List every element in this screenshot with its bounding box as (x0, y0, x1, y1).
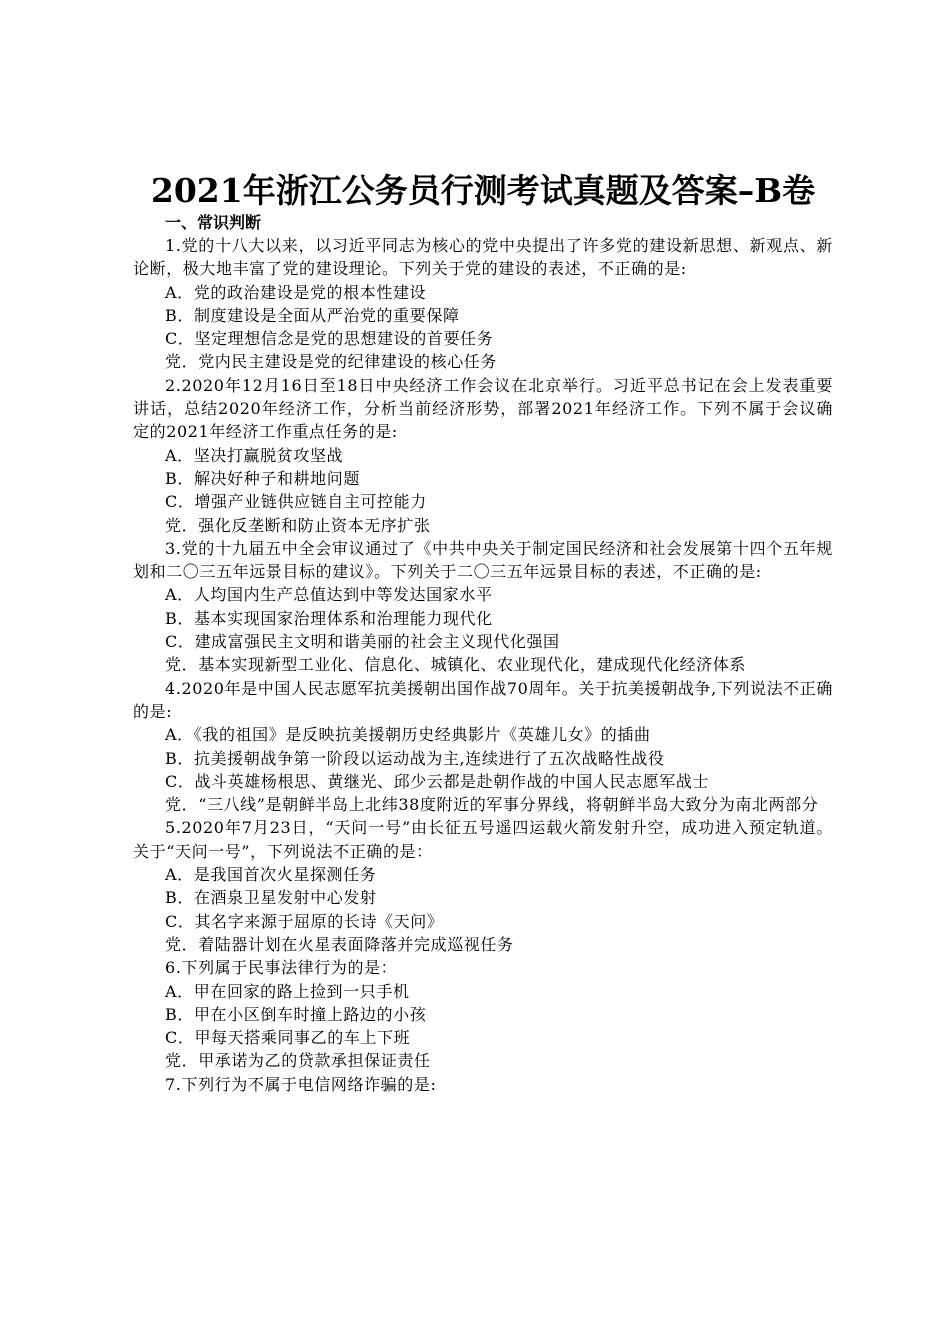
option-d: 党．甲承诺为乙的贷款承担保证责任 (165, 1051, 431, 1071)
option-d: 党．着陆器计划在火星表面降落并完成巡视任务 (165, 934, 514, 954)
question-3 (133, 537, 833, 677)
option-c: C．甲每天搭乘同事乙的车上下班 (165, 1028, 411, 1048)
option-b: B．甲在小区倒车时撞上路边的小孩 (165, 1004, 427, 1024)
option-c: C．其名字来源于屈原的长诗《天问》 (165, 911, 444, 931)
question-stem: 5.2020年7月23日，“天问一号”由长征五号遥四运载火箭发射升空，成功进入预定轨道。关于“天问一号”，下列说法不正确的是： (133, 818, 833, 861)
question-4 (133, 677, 833, 817)
question-stem: 7.下列行为不属于电信网络诈骗的是: (165, 1074, 437, 1094)
option-b: B．制度建设是全面从严治党的重要保障 (165, 305, 460, 325)
question-stem: 3.党的十九届五中全会审议通过了《中共中央关于制定国民经济和社会发展第十四个五年规划和二〇三五年远景目标的建议》。下列关于二〇三五年远景目标的表述，不正确的是: (133, 538, 833, 582)
option-b: B．基本实现国家治理体系和治理能力现代化 (165, 608, 493, 628)
option-c: C．增强产业链供应链自主可控能力 (165, 492, 427, 512)
question-2 (133, 374, 833, 537)
question-stem: 1.党的十八大以来，以习近平同志为核心的党中央提出了许多党的建设新思想、新观点、新论断，极大地丰富了党的建设理论。下列关于党的建设的表述，不正确的是: (133, 236, 833, 279)
document-page (133, 170, 833, 1096)
question-stem: 4.2020年是中国人民志愿军抗美援朝出国作战70周年。关于抗美援朝战争,下列说法不正确的是: (133, 678, 833, 721)
question-stem: 6.下列属于民事法律行为的是： (165, 958, 398, 978)
option-d: 党．“三八线”是朝鲜半岛上北纬38度附近的军事分界线，将朝鲜半岛大致分为南北两部分 (165, 795, 819, 815)
option-b: B．抗美援朝战争第一阶段以运动战为主,连续进行了五次战略性战役 (165, 748, 665, 768)
option-a: A．是我国首次火星探测任务 (165, 865, 377, 885)
option-c: C．建成富强民主文明和谐美丽的社会主义现代化强国 (165, 632, 560, 652)
question-6 (133, 956, 833, 1072)
option-a: A．《我的祖国》是反映抗美援朝历史经典影片《英雄儿女》的插曲 (165, 725, 651, 745)
option-c: C．坚定理想信念是党的思想建设的首要任务 (165, 329, 494, 349)
question-1 (133, 234, 833, 374)
option-b: B．解决好种子和耕地问题 (165, 468, 360, 488)
option-a: A．党的政治建设是党的根本性建设 (165, 282, 427, 302)
option-d: 党．基本实现新型工业化、信息化、城镇化、农业现代化，建成现代化经济体系 (165, 655, 747, 675)
option-d: 党．党内民主建设是党的纪律建设的核心任务 (165, 352, 498, 372)
question-5 (133, 816, 833, 956)
section-heading: 一、常识判断 (165, 213, 262, 232)
option-d: 党．强化反垄断和防止资本无序扩张 (165, 515, 431, 535)
option-a: A．人均国内生产总值达到中等发达国家水平 (165, 585, 493, 605)
question-stem: 2.2020年12月16日至18日中央经济工作会议在北京举行。习近平总书记在会上发表重要讲话，总结2020年经济工作，分析当前经济形势，部署2021年经济工作。下列不属于会议确定的2021年经济工作重点任务的是: (133, 375, 833, 442)
option-b: B．在酒泉卫星发射中心发射 (165, 888, 377, 908)
option-c: C．战斗英雄杨根思、黄继光、邱少云都是赴朝作战的中国人民志愿军战士 (165, 771, 710, 791)
option-a: A．甲在回家的路上捡到一只手机 (165, 981, 410, 1001)
option-a: A．坚决打赢脱贫攻坚战 (165, 445, 344, 465)
question-7 (133, 1073, 833, 1096)
document-title: 2021年浙江公务员行测考试真题及答案–B卷 (150, 171, 816, 210)
